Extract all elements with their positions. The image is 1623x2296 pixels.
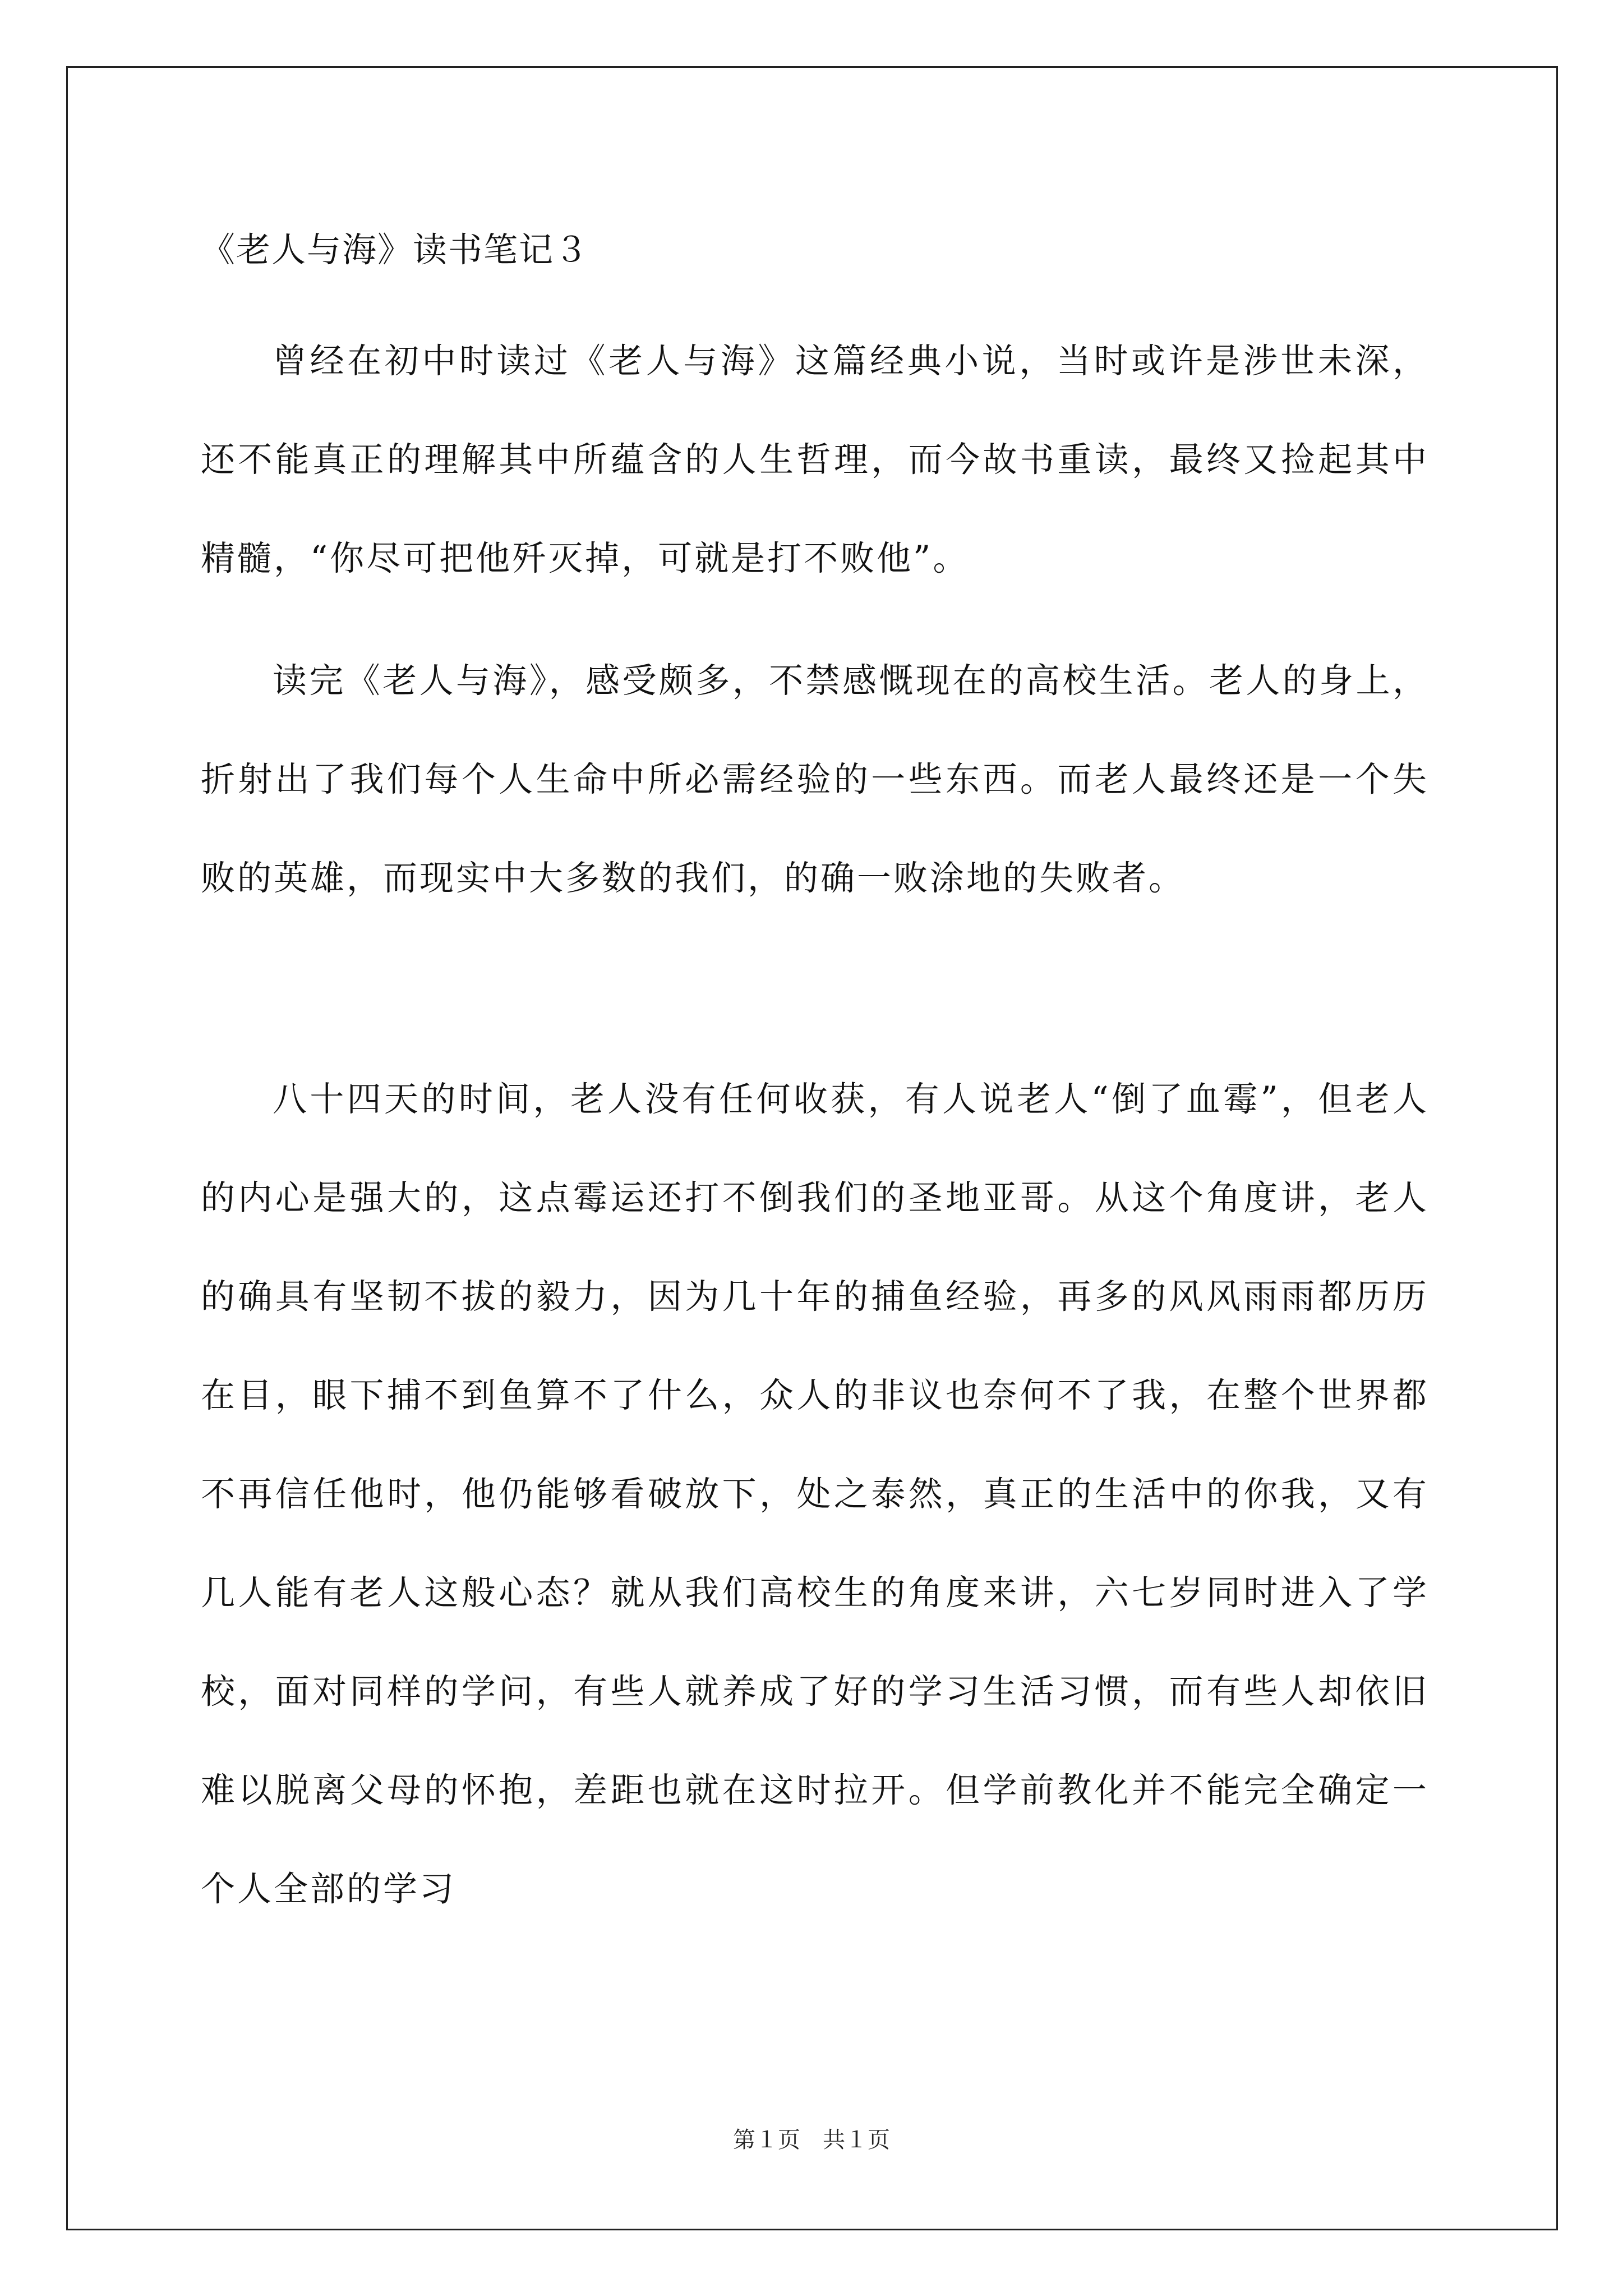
paragraph-3: 八十四天的时间，老人没有任何收获，有人说老人“倒了血霉”，但老人的内心是强大的，这点霉运还打不倒我们的圣地亚哥。从这个角度讲，老人的确具有坚韧不拔的毅力，因为几十年的捕鱼经验，再多的风风雨雨都历历在目，眼下捕不到鱼算不了什么，众人的非议也奈何不了我，在整个世界都不再信任他时，他仍能够看破放下，处之泰然，真正的生活中的你我，又有几人能有老人这般心态？就从我们高校生的角度来讲，六七岁同时进入了学校，面对同样的学问，有些人就养成了好的学习生活习惯，而有些人却依旧难以脱离父母的怀抱，差距也就在这时拉开。但学前教化并不能完全确定一个人全部的学习 <box>201 1079 1429 1909</box>
page-indicator: 第１页 共１页 <box>733 2127 890 2153</box>
document-title: 《老人与海》读书笔记３ <box>201 230 590 270</box>
paragraph-1: 曾经在初中时读过《老人与海》这篇经典小说，当时或许是涉世未深，还不能真正的理解其中所蕴含的人生哲理，而今故书重读，最终又捡起其中精髓，“你尽可把他歼灭掉，可就是打不败他”。 <box>201 341 1429 578</box>
paragraph-2: 读完《老人与海》，感受颇多，不禁感慨现在的高校生活。老人的身上，折射出了我们每个人生命中所必需经验的一些东西。而老人最终还是一个失败的英雄，而现实中大多数的我们，的确一败涂地的失败者。 <box>201 661 1429 898</box>
